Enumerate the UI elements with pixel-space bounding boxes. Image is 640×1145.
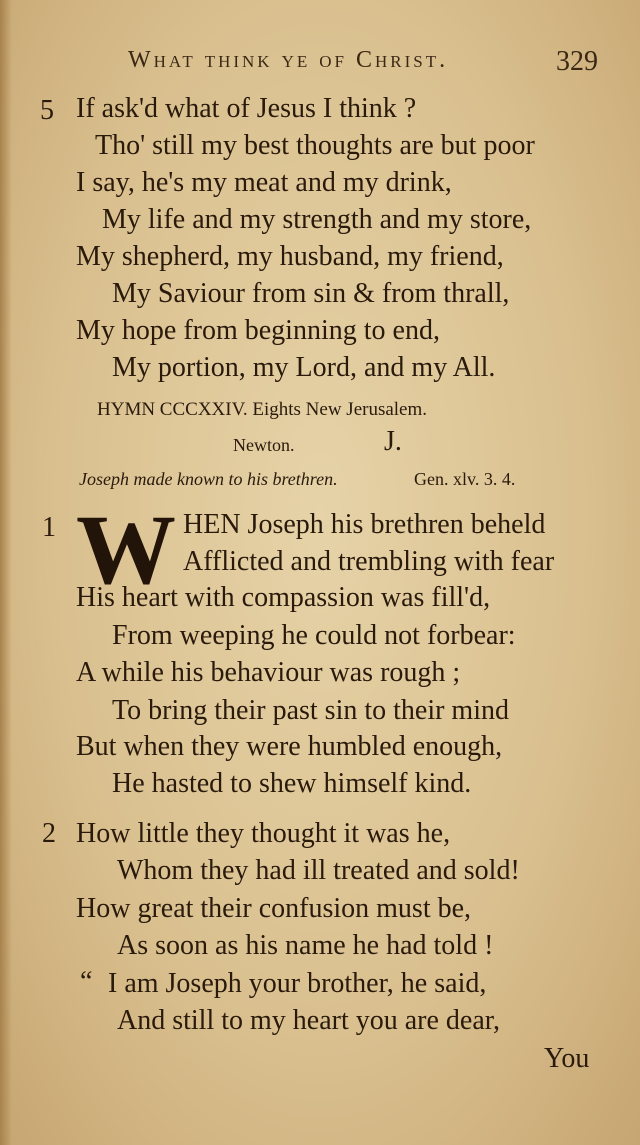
- verse-line: My shepherd, my husband, my friend,: [76, 241, 504, 272]
- scripture-reference: Gen. xlv. 3. 4.: [414, 469, 516, 489]
- verse-line: How little they thought it was he,: [76, 818, 451, 849]
- verse-line: My life and my strength and my store,: [102, 204, 532, 235]
- verse-line: As soon as his name he had told !: [117, 930, 494, 961]
- verse-line: From weeping he could not forbear:: [112, 620, 516, 651]
- verse-line: My Saviour from sin & from thrall,: [112, 278, 510, 309]
- verse-line: I am Joseph your brother, he said,: [108, 968, 487, 999]
- verse-line: Afflicted and trembling with fear: [183, 546, 555, 577]
- verse-line: Whom they had ill treated and sold!: [117, 855, 520, 886]
- verse-line: To bring their past sin to their mind: [112, 695, 509, 726]
- verse-line: My portion, my Lord, and my All.: [112, 352, 496, 383]
- stanza-number: 2: [42, 818, 56, 849]
- stanza-number: 5: [40, 95, 54, 126]
- hymn-author: Newton.: [233, 435, 295, 455]
- hymn-title: HYMN CCCXXIV. Eights New Jerusalem.: [97, 399, 428, 420]
- verse-line: A while his behaviour was rough ;: [76, 657, 461, 688]
- verse-line: He hasted to shew himself kind.: [112, 768, 472, 799]
- verse-line: How great their confusion must be,: [76, 893, 472, 924]
- verse-line: If ask'd what of Jesus I think ?: [76, 93, 417, 124]
- page-edge-shadow: [0, 0, 12, 1145]
- verse-line: And still to my heart you are dear,: [117, 1005, 500, 1036]
- drop-cap: W: [76, 494, 176, 605]
- catchword: You: [544, 1043, 590, 1074]
- verse-line: But when they were humbled enough,: [76, 731, 503, 762]
- verse-line: I say, he's my meat and my drink,: [76, 167, 452, 198]
- running-title: What think ye of Christ.: [128, 47, 449, 73]
- hymn-tune-mark: J.: [384, 426, 402, 457]
- page-number: 329: [556, 46, 598, 77]
- quote-mark: “: [80, 966, 93, 997]
- verse-line: His heart with compassion was fill'd,: [76, 582, 491, 613]
- verse-line: My hope from beginning to end,: [76, 315, 440, 346]
- hymn-subject: Joseph made known to his brethren.: [79, 469, 338, 489]
- verse-line: Tho' still my best thoughts are but poor: [95, 130, 535, 161]
- stanza-number: 1: [42, 512, 56, 543]
- verse-line: HEN Joseph his brethren beheld: [183, 509, 546, 540]
